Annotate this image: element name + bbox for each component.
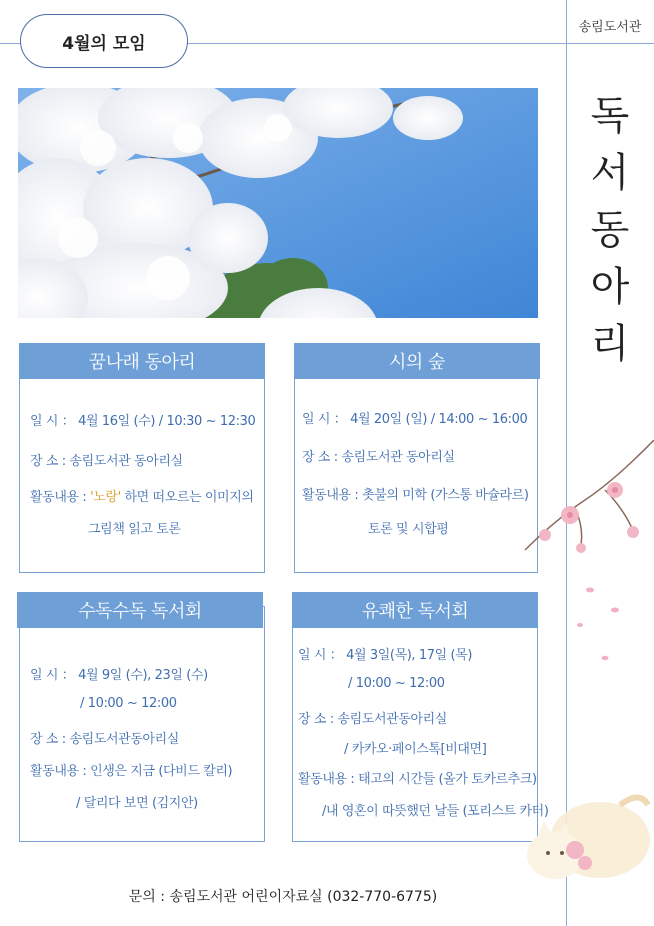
- club-details: [302, 400, 534, 560]
- date-label: 일 시 ：: [302, 412, 347, 427]
- activity-value-2: / 달리다 보면 (김지안): [76, 796, 198, 811]
- club-details: [30, 400, 260, 560]
- place-value-2: / 카카오·페이스톡[비대면]: [344, 742, 487, 757]
- club-title: 꿈나래 동아리: [19, 343, 265, 379]
- falling-petals: [570, 580, 640, 704]
- place-label: 장 소 :: [30, 732, 66, 747]
- activity-value-2: 토론 및 시합평: [368, 522, 449, 537]
- place-value: 송림도서관 동아리실: [69, 454, 183, 469]
- date-value-2: / 10:00 ~ 12:00: [80, 696, 177, 711]
- title-char: 리: [590, 321, 630, 367]
- club-title: 수독수독 독서회: [17, 592, 263, 628]
- activity-value-2: /내 영혼이 따뜻했던 날들 (포리스트 카터): [322, 804, 549, 819]
- date-value: 4월 16일 (수) / 10:30 ~ 12:30: [78, 414, 256, 429]
- title-char: 아: [590, 264, 630, 310]
- cat-illustration: [500, 785, 654, 889]
- date-label: 일 시 ：: [298, 648, 343, 663]
- activity-label: 활동내용 :: [302, 488, 363, 503]
- cherry-blossom-photo: [18, 88, 538, 318]
- title-char: 동: [590, 207, 630, 253]
- place-value: 송림도서관 동아리실: [341, 450, 455, 465]
- blossom-branch-illustration: [515, 440, 654, 584]
- activity-label: 활동내용 :: [30, 764, 91, 779]
- date-value: 4월 3일(목), 17일 (목): [346, 648, 473, 663]
- activity-value: 인생은 지금 (다비드 칼리): [90, 764, 233, 779]
- activity-label: 활동내용 :: [298, 772, 359, 787]
- activity-highlight: '노랑': [90, 490, 121, 505]
- date-value-2: / 10:00 ~ 12:00: [348, 676, 445, 691]
- activity-value-2: 그림책 읽고 토론: [88, 522, 181, 537]
- date-label: 일 시 ：: [30, 414, 75, 429]
- place-label: 장 소 :: [298, 712, 334, 727]
- place-label: 장 소 :: [302, 450, 338, 465]
- activity-value: 촛불의 미학 (가스통 바슐라르): [362, 488, 529, 503]
- date-value: 4월 9일 (수), 23일 (수): [78, 668, 208, 683]
- activity-label: 활동내용 :: [30, 490, 91, 505]
- activity-value: 하면 떠오르는 이미지의: [120, 490, 254, 505]
- title-char: 독: [590, 93, 630, 139]
- library-name: 송림도서관: [578, 20, 642, 35]
- contact-info: 문의 : 송림도서관 어린이자료실 (032-770-6775): [128, 889, 438, 905]
- place-value: 송림도서관동아리실: [337, 712, 447, 727]
- club-details: [30, 660, 262, 830]
- activity-value: 태고의 시간들 (올가 토카르추크): [358, 772, 537, 787]
- place-value: 송림도서관동아리실: [69, 732, 179, 747]
- club-title: 유쾌한 독서회: [292, 592, 538, 628]
- month-badge: 4월의 모임: [20, 14, 188, 68]
- title-char: 서: [590, 150, 630, 196]
- place-label: 장 소 :: [30, 454, 66, 469]
- date-value: 4월 20일 (일) / 14:00 ~ 16:00: [350, 412, 528, 427]
- vertical-title: [585, 88, 635, 373]
- date-label: 일 시 ：: [30, 668, 75, 683]
- club-title: 시의 숲: [294, 343, 540, 379]
